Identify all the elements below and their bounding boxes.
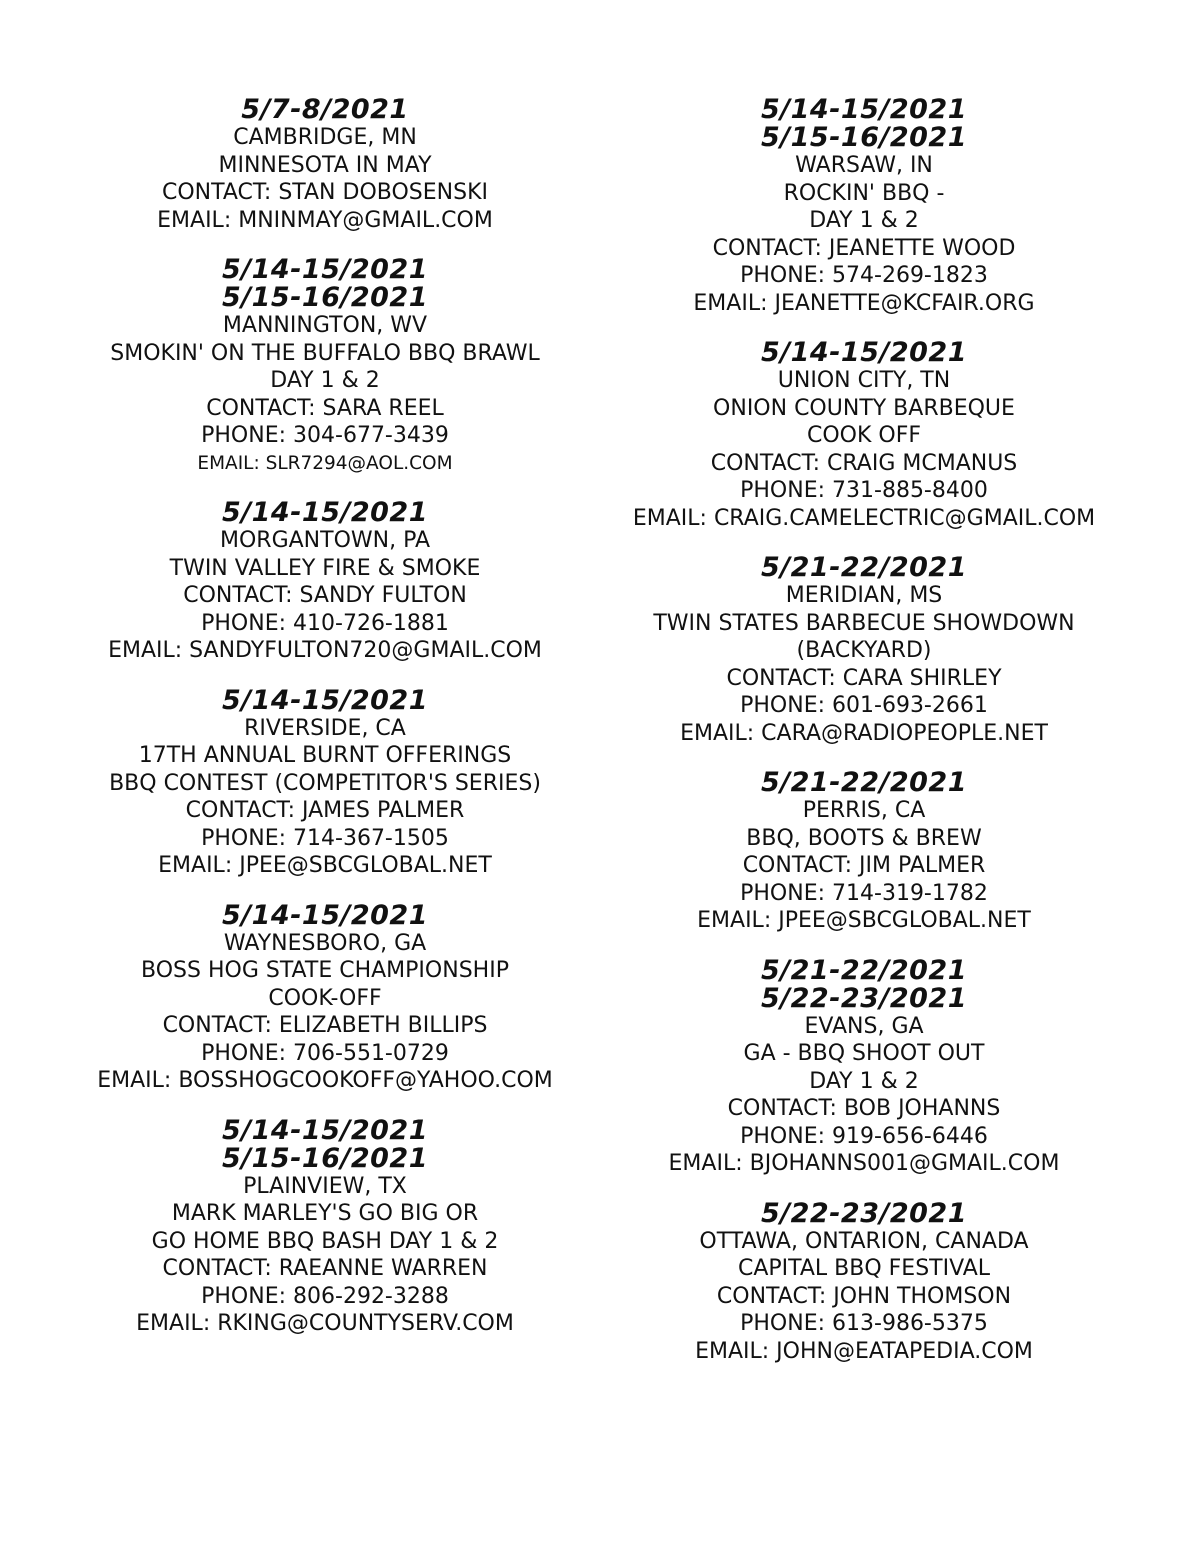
event-name: 17TH ANNUAL BURNT OFFERINGS xyxy=(138,743,512,768)
event-contact: CONTACT: SARA REEL xyxy=(206,395,444,421)
event-name: (BACKYARD) xyxy=(796,638,932,663)
event-name: TWIN VALLEY FIRE & SMOKE xyxy=(169,555,481,581)
event-phone: PHONE: 410-726-1881 xyxy=(201,610,449,636)
event-name: CAPITAL BBQ FESTIVAL xyxy=(737,1256,991,1281)
event-date: 5/14-15/2021 xyxy=(221,497,428,528)
event-date: 5/15-16/2021 xyxy=(221,282,428,313)
event-name: DAY 1 & 2 xyxy=(270,368,380,393)
event-date: 5/15-16/2021 xyxy=(221,1142,428,1174)
event-phone: PHONE: 304-677-3439 xyxy=(201,423,449,448)
event-location: MERIDIAN, MS xyxy=(785,583,943,608)
event-date: 5/21-22/2021 xyxy=(760,767,967,798)
event-contact: CONTACT: STAN DOBOSENSKI xyxy=(162,180,488,205)
event-contact: CONTACT: BOB JOHANNS xyxy=(727,1096,1001,1121)
event-date: 5/14-15/2021 xyxy=(760,337,967,368)
event-phone: PHONE: 613-986-5375 xyxy=(740,1311,988,1336)
event-location: PERRIS, CA xyxy=(802,798,926,823)
event-date: 5/21-22/2021 xyxy=(760,552,967,583)
event-date: 5/14-15/2021 xyxy=(221,254,428,285)
event-name: GA - BBQ SHOOT OUT xyxy=(743,1041,985,1066)
event-entry xyxy=(40,899,610,1095)
event-contact: CONTACT: CARA SHIRLEY xyxy=(726,665,1002,691)
event-name: DAY 1 & 2 xyxy=(809,1068,919,1094)
event-name: BBQ CONTEST (COMPETITOR'S SERIES) xyxy=(109,770,541,796)
event-entry xyxy=(600,339,1128,532)
event-name: GO HOME BBQ BASH DAY 1 & 2 xyxy=(151,1228,499,1254)
event-phone: PHONE: 601-693-2661 xyxy=(740,693,988,718)
event-name: COOK OFF xyxy=(806,423,922,448)
event-phone: PHONE: 714-319-1782 xyxy=(740,880,988,906)
event-name: SMOKIN' ON THE BUFFALO BBQ BRAWL xyxy=(110,340,540,366)
event-contact: CONTACT: JOHN THOMSON xyxy=(716,1283,1012,1309)
event-location: CAMBRIDGE, MN xyxy=(233,125,417,150)
event-date: 5/15-16/2021 xyxy=(760,122,967,153)
event-location: PLAINVIEW, TX xyxy=(243,1173,407,1199)
event-entry xyxy=(40,1114,610,1338)
event-email: EMAIL: CARA@RADIOPEOPLE.NET xyxy=(680,720,1048,746)
event-email: EMAIL: BOSSHOGCOOKOFF@YAHOO.COM xyxy=(97,1068,553,1093)
event-email: EMAIL: SANDYFULTON720@GMAIL.COM xyxy=(108,638,542,663)
left-column xyxy=(40,96,610,1360)
event-email: EMAIL: BJOHANNS001@GMAIL.COM xyxy=(668,1151,1060,1176)
event-entry xyxy=(600,554,1128,747)
event-contact: CONTACT: JAMES PALMER xyxy=(185,798,465,823)
event-entry xyxy=(40,499,610,665)
event-contact: CONTACT: SANDY FULTON xyxy=(183,583,467,608)
right-column xyxy=(600,96,1128,1387)
event-date: 5/14-15/2021 xyxy=(221,684,428,716)
event-name: MINNESOTA IN MAY xyxy=(218,152,432,178)
event-name: DAY 1 & 2 xyxy=(809,208,919,233)
event-phone: PHONE: 574-269-1823 xyxy=(740,263,988,288)
event-contact: CONTACT: JIM PALMER xyxy=(742,853,986,878)
event-phone: PHONE: 706-551-0729 xyxy=(201,1040,449,1066)
event-location: WAYNESBORO, GA xyxy=(223,930,427,956)
event-name: COOK-OFF xyxy=(268,985,382,1011)
event-email: EMAIL: JPEE@SBCGLOBAL.NET xyxy=(158,853,492,878)
event-entry xyxy=(40,96,610,234)
event-entry xyxy=(40,256,610,477)
event-entry xyxy=(600,769,1128,935)
event-entry xyxy=(600,96,1128,317)
event-name: ROCKIN' BBQ - xyxy=(783,180,945,206)
event-date: 5/14-15/2021 xyxy=(221,899,428,931)
event-name: BBQ, BOOTS & BREW xyxy=(746,825,982,851)
event-contact: CONTACT: JEANETTE WOOD xyxy=(712,235,1016,261)
event-email: EMAIL: JOHN@EATAPEDIA.COM xyxy=(695,1338,1033,1364)
event-date: 5/14-15/2021 xyxy=(221,1114,428,1146)
event-location: MORGANTOWN, PA xyxy=(220,528,430,553)
event-location: OTTAWA, ONTARION, CANADA xyxy=(699,1228,1029,1254)
event-email: EMAIL: RKING@COUNTYSERV.COM xyxy=(136,1311,514,1336)
event-email: EMAIL: JPEE@SBCGLOBAL.NET xyxy=(697,908,1031,933)
event-date: 5/22-23/2021 xyxy=(760,982,967,1014)
event-phone: PHONE: 919-656-6446 xyxy=(740,1123,988,1149)
event-date: 5/21-22/2021 xyxy=(760,954,967,986)
event-email: EMAIL: CRAIG.CAMELECTRIC@GMAIL.COM xyxy=(632,505,1096,531)
event-date: 5/14-15/2021 xyxy=(760,94,967,125)
event-contact: CONTACT: RAEANNE WARREN xyxy=(162,1256,488,1281)
event-phone: PHONE: 731-885-8400 xyxy=(740,478,988,503)
event-email: EMAIL: JEANETTE@KCFAIR.ORG xyxy=(693,290,1035,316)
event-name: MARK MARLEY'S GO BIG OR xyxy=(171,1201,479,1226)
event-name: ONION COUNTY BARBEQUE xyxy=(713,395,1015,421)
event-location: RIVERSIDE, CA xyxy=(244,715,406,741)
event-date: 5/7-8/2021 xyxy=(241,94,409,125)
event-location: UNION CITY, TN xyxy=(777,368,951,393)
event-entry xyxy=(40,684,610,880)
event-contact: CONTACT: CRAIG MCMANUS xyxy=(710,450,1018,476)
event-email: EMAIL: MNINMAY@GMAIL.COM xyxy=(157,207,493,233)
event-phone: PHONE: 714-367-1505 xyxy=(201,825,449,851)
event-email: EMAIL: SLR7294@AOL.COM xyxy=(197,452,453,474)
event-name: BOSS HOG STATE CHAMPIONSHIP xyxy=(141,958,509,983)
event-entry xyxy=(600,954,1128,1178)
event-location: EVANS, GA xyxy=(804,1013,924,1039)
event-contact: CONTACT: ELIZABETH BILLIPS xyxy=(162,1013,488,1038)
event-entry xyxy=(600,1197,1128,1366)
event-location: MANNINGTON, WV xyxy=(222,313,428,338)
event-name: TWIN STATES BARBECUE SHOWDOWN xyxy=(653,610,1075,636)
event-date: 5/22-23/2021 xyxy=(760,1197,967,1229)
event-location: WARSAW, IN xyxy=(795,153,933,178)
event-phone: PHONE: 806-292-3288 xyxy=(201,1283,449,1309)
